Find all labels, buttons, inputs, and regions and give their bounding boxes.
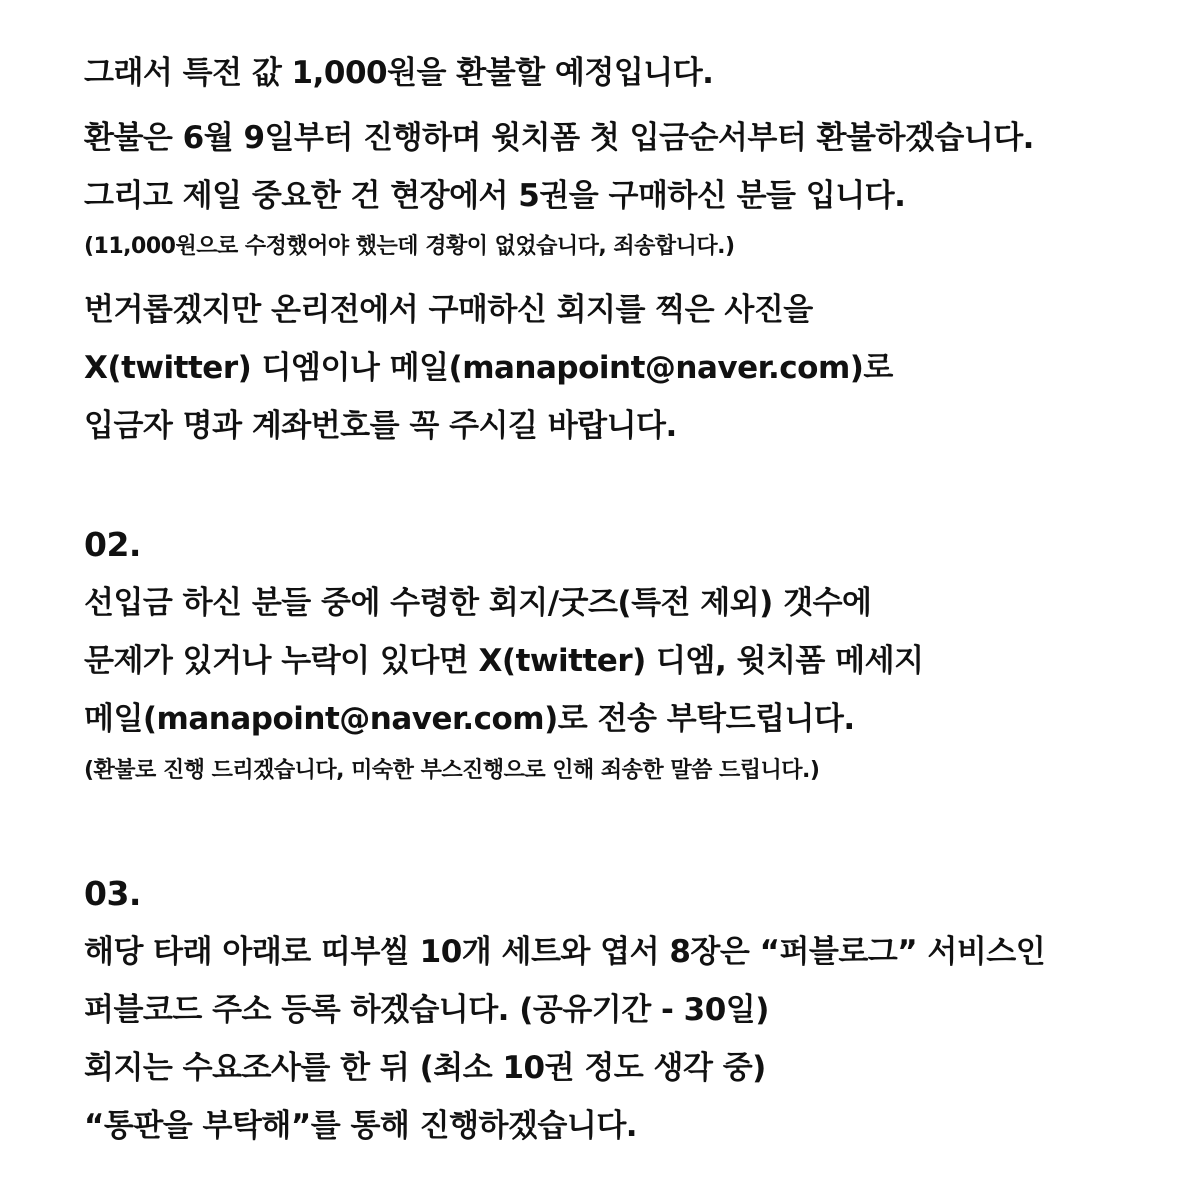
refund-schedule-line: 환불은 6월 9일부터 진행하며 윗치폼 첫 입금순서부터 환불하겠습니다. (84, 120, 1034, 156)
section-heading-03: 03. (84, 874, 141, 913)
important-notice-prefix: 그리고 (84, 178, 183, 214)
important-notice-emphasis: 제일 중요한 건 현장에서 5권을 구매하신 분들 입니다. (182, 178, 906, 214)
pubcode-registration-line: 퍼블코드 주소 등록 하겠습니다. (공유기간 - 30일) (84, 992, 769, 1028)
missing-items-line: 문제가 있거나 누락이 있다면 X(twitter) 디엠, 윗치폼 메세지 (84, 643, 924, 679)
important-notice-line (84, 176, 905, 216)
email-contact-line: 메일(manapoint@naver.com)로 전송 부탁드립니다. (84, 701, 855, 737)
publog-service-line: 해당 타래 아래로 띠부씰 10개 세트와 엽서 8장은 “퍼블로그” 서비스인 (84, 934, 1046, 970)
apology-note: (11,000원으로 수정했어야 했는데 경황이 없었습니다, 죄송합니다.) (84, 234, 735, 259)
section-heading-02: 02. (84, 525, 141, 564)
booth-apology-note: (환불로 진행 드리겠습니다, 미숙한 부스진행으로 인해 죄송한 말씀 드립니다.) (84, 758, 820, 783)
mail-order-line: “통판을 부탁해”를 통해 진행하겠습니다. (84, 1108, 638, 1144)
refund-amount-line: 그래서 특전 값 1,000원을 환불할 예정입니다. (84, 55, 714, 91)
preorder-issue-line: 선입금 하신 분들 중에 수령한 회지/굿즈(특전 제외) 갯수에 (84, 585, 872, 621)
demand-survey-line: 회지는 수요조사를 한 뒤 (최소 10권 정도 생각 중) (84, 1050, 766, 1086)
contact-channels-line: X(twitter) 디엠이나 메일(manapoint@naver.com)로 (84, 350, 893, 386)
photo-request-line: 번거롭겠지만 온리전에서 구매하신 회지를 찍은 사진을 (84, 292, 813, 328)
account-request-line: 입금자 명과 계좌번호를 꼭 주시길 바랍니다. (84, 408, 677, 444)
